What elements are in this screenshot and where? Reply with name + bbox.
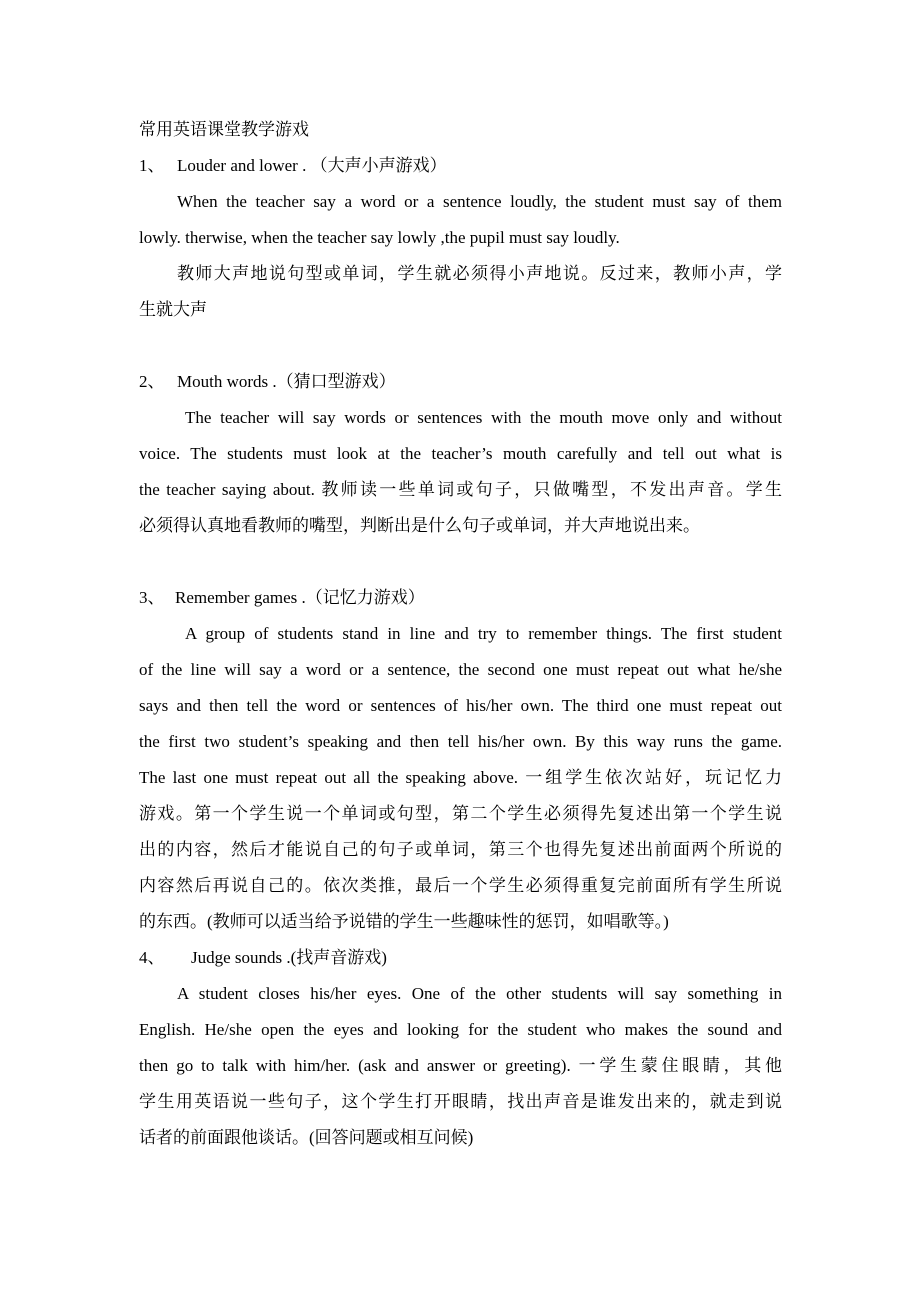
section-number-2: 2、: [139, 372, 165, 391]
paragraph-line: The last one must repeat out all the speaking above. 一组学生依次站好，玩记忆力: [139, 768, 782, 787]
paragraph-line: 学生用英语说一些句子，这个学生打开眼睛，找出声音是谁发出来的，就走到说: [139, 1092, 782, 1111]
paragraph-line: The teacher will say words or sentences with the mouth move only and without: [185, 408, 782, 427]
paragraph-line: the first two student’s speaking and then tell his/her own. By this way runs the game.: [139, 732, 782, 751]
paragraph-line: 内容然后再说自己的。依次类推，最后一个学生必须得重复完前面所有学生所说: [139, 876, 782, 895]
paragraph-line: 必须得认真地看教师的嘴型，判断出是什么句子或单词，并大声地说出来。: [139, 516, 700, 535]
paragraph-line: of the line will say a word or a sentence, the second one must repeat out what he/she: [139, 660, 782, 679]
paragraph-line: 话者的前面跟他谈话。(回答问题或相互问候): [139, 1128, 474, 1147]
paragraph-line: When the teacher say a word or a sentence loudly, the student must say of them: [177, 192, 782, 211]
section-spacer: [139, 328, 782, 364]
section-heading-3: [139, 580, 782, 616]
document-page: [139, 112, 782, 1156]
paragraph-line: 出的内容，然后才能说自己的句子或单词，第三个也得先复述出前面两个所说的: [139, 840, 782, 859]
paragraph-line: the teacher saying about. 教师读一些单词或句子，只做嘴型，不发出声音。学生: [139, 480, 782, 499]
section-title-3: Remember games .（记忆力游戏）: [175, 588, 425, 607]
section-heading-2: [139, 364, 782, 400]
section-title-2: Mouth words .（猜口型游戏）: [177, 372, 396, 391]
paragraph-line: A student closes his/her eyes. One of the other students will say something in: [177, 984, 782, 1003]
paragraph-line: then go to talk with him/her. (ask and answer or greeting). 一学生蒙住眼睛，其他: [139, 1056, 782, 1075]
paragraph-line: 教师大声地说句型或单词，学生就必须得小声地说。反过来，教师小声，学: [177, 264, 782, 283]
paragraph-line: says and then tell the word or sentences of his/her own. The third one must repeat out: [139, 696, 782, 715]
paragraph-line: 的东西。(教师可以适当给予说错的学生一些趣味性的惩罚，如唱歌等。): [139, 912, 669, 931]
section-number-1: 1、: [139, 156, 165, 175]
section-spacer: [139, 544, 782, 580]
document-title: 常用英语课堂教学游戏: [139, 120, 309, 139]
paragraph-line: English. He/she open the eyes and looking for the student who makes the sound and: [139, 1020, 782, 1039]
section-title-1: Louder and lower . （大声小声游戏）: [177, 156, 447, 175]
paragraph-line: lowly. therwise, when the teacher say lowly ,the pupil must say loudly.: [139, 228, 620, 247]
section-heading-4: [139, 940, 782, 976]
section-number-4: 4、: [139, 948, 165, 967]
section-heading-1: [139, 148, 782, 184]
paragraph-line: 生就大声: [139, 300, 207, 319]
section-title-4: Judge sounds .(找声音游戏): [191, 948, 387, 967]
section-number-3: 3、: [139, 588, 165, 607]
paragraph-line: A group of students stand in line and try to remember things. The first student: [185, 624, 782, 643]
paragraph-line: 游戏。第一个学生说一个单词或句型，第二个学生必须得先复述出第一个学生说: [139, 804, 782, 823]
paragraph-line: voice. The students must look at the teacher’s mouth carefully and tell out what is: [139, 444, 782, 463]
